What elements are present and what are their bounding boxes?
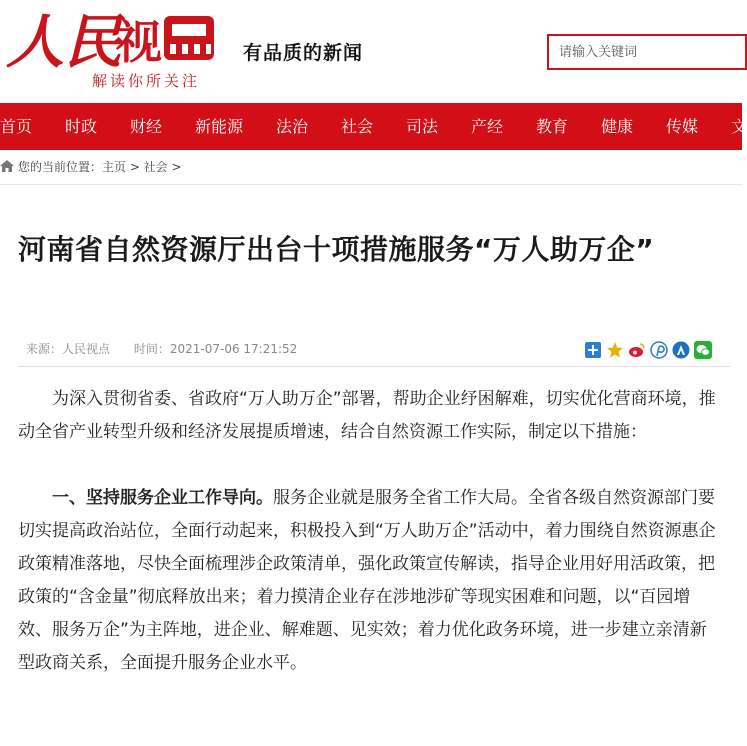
- nav-item-new-energy[interactable]: 新能源: [195, 117, 244, 136]
- main-nav: [0, 103, 747, 150]
- article-source: 来源：人民视点: [26, 342, 111, 356]
- svg-text:人民: 人民: [6, 8, 123, 76]
- plus-share-icon[interactable]: [584, 341, 602, 359]
- nav-item-politics[interactable]: 时政: [65, 117, 98, 136]
- section-heading: 一、坚持服务企业工作导向。: [52, 488, 273, 508]
- meta-divider: [18, 366, 730, 367]
- site-header: [0, 0, 742, 103]
- section-divider: [0, 184, 742, 185]
- star-share-icon[interactable]: [606, 341, 624, 359]
- people-share-icon[interactable]: [672, 341, 690, 359]
- breadcrumb: [0, 156, 182, 178]
- wechat-share-icon[interactable]: [694, 341, 712, 359]
- nav-item-culture[interactable]: 文: [731, 117, 747, 136]
- article-body: [18, 383, 718, 680]
- breadcrumb-text[interactable]: 您的当前位置：主页 > 社会 >: [18, 160, 182, 174]
- weibo-share-icon[interactable]: [628, 341, 646, 359]
- nav-item-media[interactable]: 传媒: [666, 117, 699, 136]
- nav-item-home[interactable]: 首页: [0, 117, 33, 136]
- pinterest-share-icon[interactable]: [650, 341, 668, 359]
- nav-item-industry[interactable]: 产经: [471, 117, 504, 136]
- nav-item-health[interactable]: 健康: [601, 117, 634, 136]
- section-body: 服务企业就是服务全省工作大局。全省各级自然资源部门要切实提高政治站位，全面行动起来，积极投入到“万人助万企”活动中，着力围绕自然资源惠企政策精准落地，尽快全面梳理涉企政策清单，强化政策宣传解读，指导企业用好用活政策，把政策的“含金量”彻底释放出来；着力摸清企业存在涉地涉矿等现实困难和问题，以“百园增效、服务万企”为主阵地，进企业、解难题、见实效；着力优化政务环境，进一步建立亲清新型政商关系，全面提升服务企业水平。: [18, 488, 716, 673]
- article-paragraph: 为深入贯彻省委、省政府“万人助万企”部署，帮助企业纾困解难，切实优化营商环境，推动全省产业转型升级和经济发展提质增速，结合自然资源工作实际，制定以下措施：: [18, 389, 716, 442]
- search-input[interactable]: [549, 36, 739, 68]
- nav-item-education[interactable]: 教育: [536, 117, 569, 136]
- nav-item-rule-of-law[interactable]: 法治: [276, 117, 309, 136]
- search-box[interactable]: [547, 34, 747, 70]
- nav-item-finance[interactable]: 财经: [130, 117, 163, 136]
- share-bar: [584, 339, 716, 359]
- nav-item-judiciary[interactable]: 司法: [406, 117, 439, 136]
- site-slogan: 有品质的新闻: [243, 42, 364, 64]
- svg-text:解读你所关注: 解读你所关注: [92, 72, 201, 90]
- article-meta: [26, 340, 317, 357]
- nav-item-society[interactable]: 社会: [341, 117, 374, 136]
- site-logo[interactable]: [4, 6, 219, 92]
- home-icon: [0, 157, 14, 169]
- svg-text:视: 视: [116, 15, 162, 69]
- article-title: 河南省自然资源厅出台十项措施服务“万人助万企”: [18, 233, 655, 266]
- logo-graphic: [4, 6, 219, 92]
- article-time: 时间：2021-07-06 17:21:52: [133, 342, 298, 356]
- article-paragraph: [18, 482, 718, 680]
